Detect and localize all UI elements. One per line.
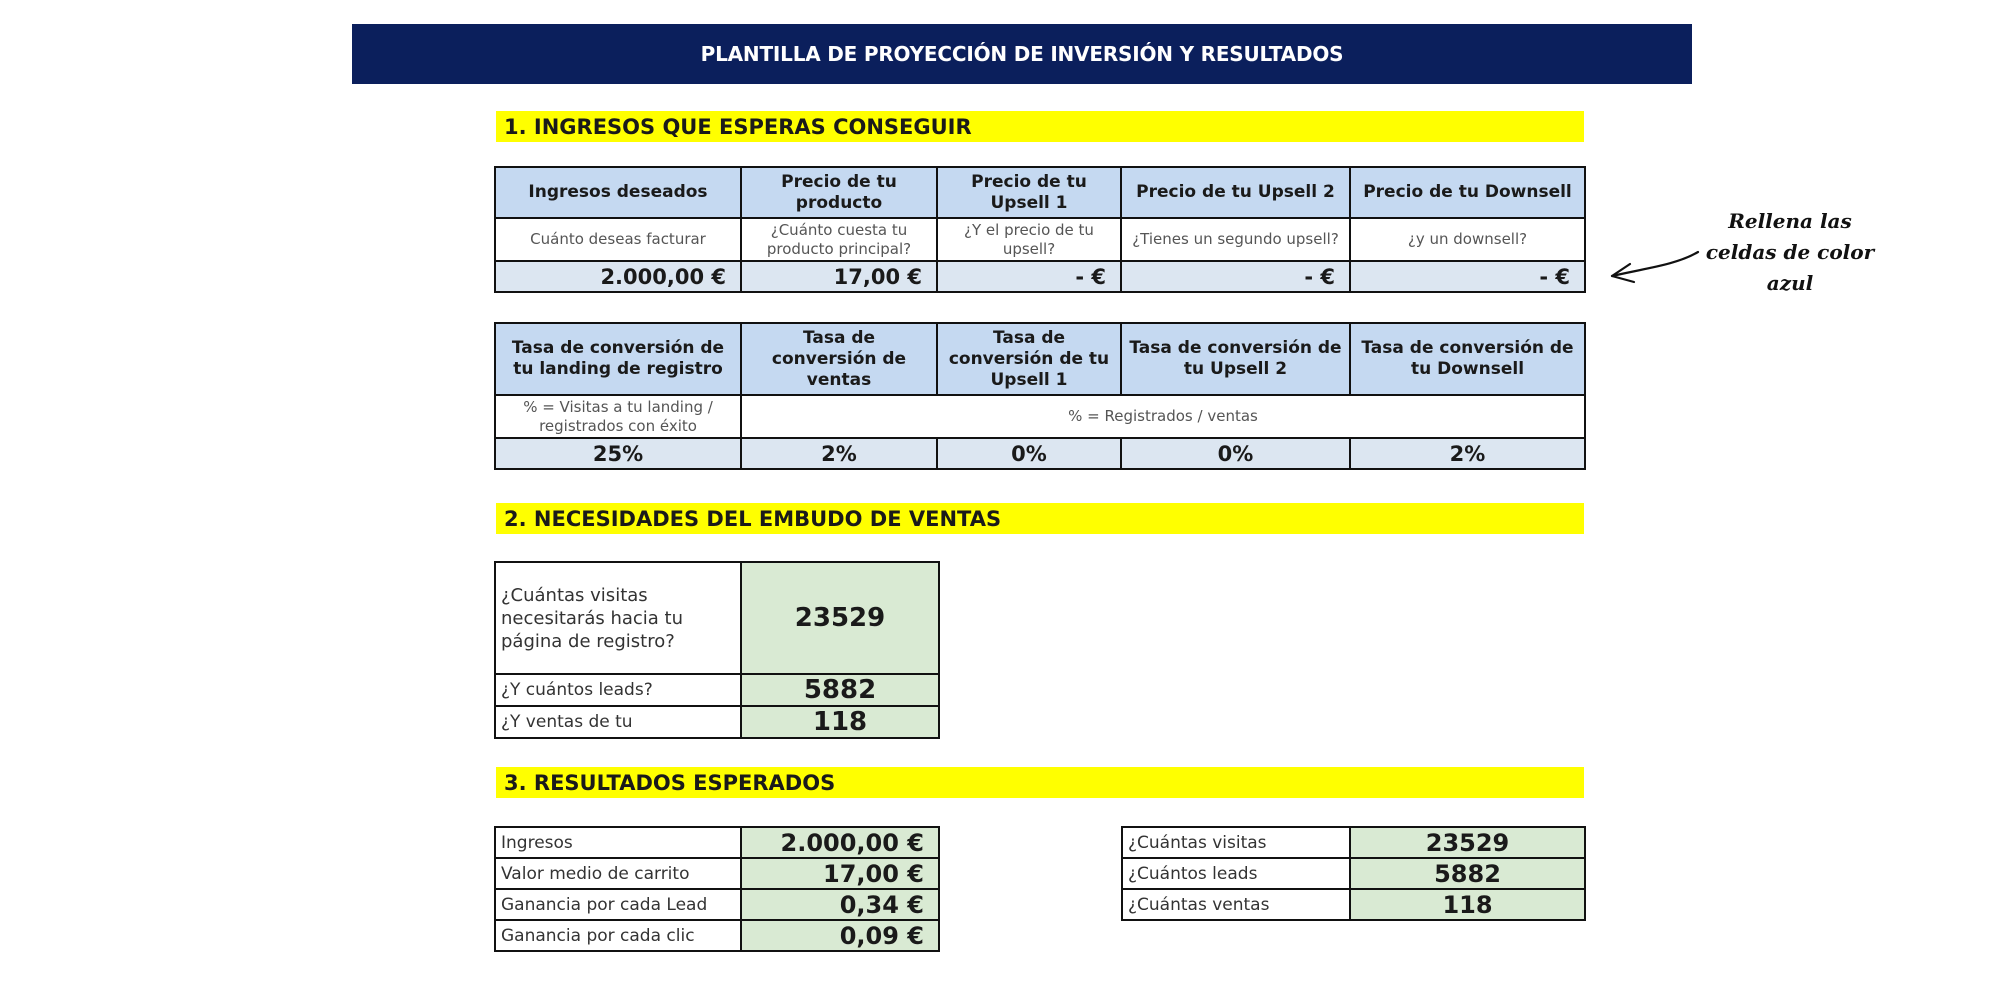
funnel-leads-value: 5882 xyxy=(741,674,939,706)
result-sales-label: ¿Cuántas ventas xyxy=(1122,889,1350,920)
header-desired-income: Ingresos deseados xyxy=(495,167,741,218)
result-visits-value: 23529 xyxy=(1350,827,1585,858)
funnel-sales-label: ¿Y ventas de tu xyxy=(495,706,741,738)
result-cart-label: Valor medio de carrito xyxy=(495,858,741,889)
result-cart-value: 17,00 € xyxy=(741,858,939,889)
input-product-price[interactable]: 17,00 € xyxy=(741,261,937,292)
header-product-price: Precio de tu producto xyxy=(741,167,937,218)
input-desired-income[interactable]: 2.000,00 € xyxy=(495,261,741,292)
desc-downsell-price: ¿y un downsell? xyxy=(1350,218,1585,261)
input-downsell-price[interactable]: - € xyxy=(1350,261,1585,292)
header-upsell1-rate: Tasa de conversión de tu Upsell 1 xyxy=(937,323,1121,395)
arrow-left-icon xyxy=(1608,246,1700,286)
desc-landing-rate: % = Visitas a tu landing / registrados con éxito xyxy=(495,395,741,438)
header-downsell-price: Precio de tu Downsell xyxy=(1350,167,1585,218)
result-leads-value: 5882 xyxy=(1350,858,1585,889)
header-landing-rate: Tasa de conversión de tu landing de registro xyxy=(495,323,741,395)
result-lead-value: 0,34 € xyxy=(741,889,939,920)
funnel-sales-value: 118 xyxy=(741,706,939,738)
header-downsell-rate: Tasa de conversión de tu Downsell xyxy=(1350,323,1585,395)
desc-desired-income: Cuánto deseas facturar xyxy=(495,218,741,261)
header-upsell2-price: Precio de tu Upsell 2 xyxy=(1121,167,1350,218)
input-sales-rate[interactable]: 2% xyxy=(741,438,937,469)
section-title-results: 3. RESULTADOS ESPERADOS xyxy=(496,767,1584,798)
result-income-value: 2.000,00 € xyxy=(741,827,939,858)
input-upsell2-rate[interactable]: 0% xyxy=(1121,438,1350,469)
result-leads-label: ¿Cuántos leads xyxy=(1122,858,1350,889)
input-upsell1-rate[interactable]: 0% xyxy=(937,438,1121,469)
result-sales-value: 118 xyxy=(1350,889,1585,920)
desc-upsell2-price: ¿Tienes un segundo upsell? xyxy=(1121,218,1350,261)
header-upsell1-price: Precio de tu Upsell 1 xyxy=(937,167,1121,218)
results-money-table xyxy=(494,826,940,952)
funnel-visits-value: 23529 xyxy=(741,562,939,674)
section-title-income: 1. INGRESOS QUE ESPERAS CONSEGUIR xyxy=(496,111,1584,142)
desc-product-price: ¿Cuánto cuesta tu producto principal? xyxy=(741,218,937,261)
fill-blue-cells-note: Rellena las celdas de color azul xyxy=(1705,209,1875,295)
rates-table xyxy=(494,322,1586,470)
input-downsell-rate[interactable]: 2% xyxy=(1350,438,1585,469)
funnel-table xyxy=(494,561,940,739)
section-title-funnel: 2. NECESIDADES DEL EMBUDO DE VENTAS xyxy=(496,503,1584,534)
result-income-label: Ingresos xyxy=(495,827,741,858)
funnel-leads-label: ¿Y cuántos leads? xyxy=(495,674,741,706)
header-sales-rate: Tasa de conversión de ventas xyxy=(741,323,937,395)
result-click-label: Ganancia por cada clic xyxy=(495,920,741,951)
results-counts-table xyxy=(1121,826,1586,921)
prices-table xyxy=(494,166,1586,293)
input-landing-rate[interactable]: 25% xyxy=(495,438,741,469)
funnel-visits-label: ¿Cuántas visitas necesitarás hacia tu página de registro? xyxy=(495,562,741,674)
result-click-value: 0,09 € xyxy=(741,920,939,951)
result-visits-label: ¿Cuántas visitas xyxy=(1122,827,1350,858)
input-upsell2-price[interactable]: - € xyxy=(1121,261,1350,292)
desc-upsell1-price: ¿Y el precio de tu upsell? xyxy=(937,218,1121,261)
header-upsell2-rate: Tasa de conversión de tu Upsell 2 xyxy=(1121,323,1350,395)
desc-sales-rates: % = Registrados / ventas xyxy=(741,395,1585,438)
result-lead-label: Ganancia por cada Lead xyxy=(495,889,741,920)
input-upsell1-price[interactable]: - € xyxy=(937,261,1121,292)
page-title: PLANTILLA DE PROYECCIÓN DE INVERSIÓN Y RESULTADOS xyxy=(352,24,1692,84)
